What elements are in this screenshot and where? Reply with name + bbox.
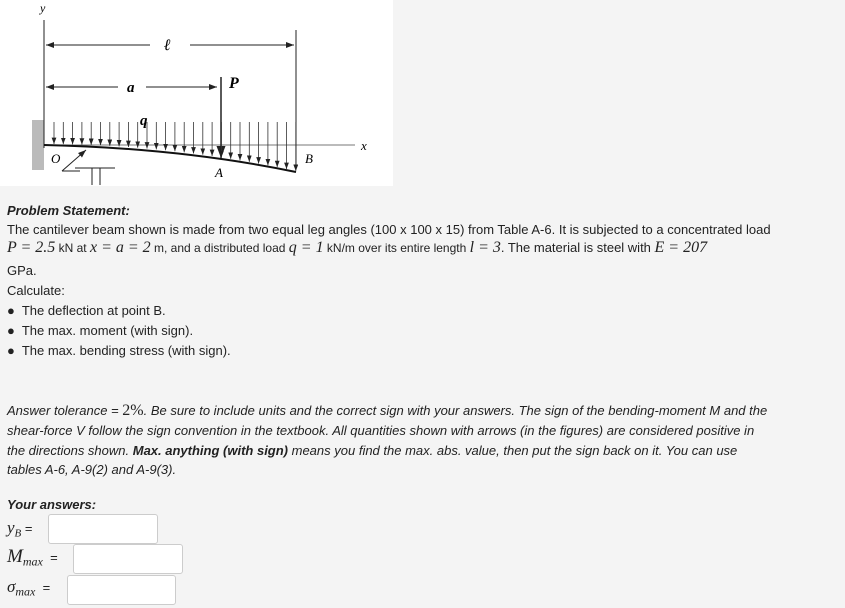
yB-input[interactable] xyxy=(48,514,158,544)
list-item: ● The deflection at point B. xyxy=(7,303,166,318)
P-label: P xyxy=(229,75,239,92)
B-label: B xyxy=(305,151,313,166)
Mmax-input[interactable] xyxy=(73,544,183,574)
beam-diagram xyxy=(0,0,393,186)
problem-line-3: GPa. xyxy=(7,263,37,278)
y-label: y xyxy=(40,1,46,15)
yB-label: $y_B$ = xyxy=(7,518,33,540)
tolerance-line-1: Answer tolerance = 2%. Be sure to include units and the correct sign with your answers. The sign of the bending-moment M and the xyxy=(7,402,768,419)
problem-line-2: P = 2.5 kN at x = a = 2 m, and a distributed load q = 1 kN/m over its entire length l = 3. The material is steel with E = 207 xyxy=(7,239,708,256)
tolerance-line-2: shear-force V follow the sign convention in the textbook. All quantities shown with arrows (in the figures) are considered positive in xyxy=(7,423,755,438)
calculate-label: Calculate: xyxy=(7,283,65,298)
O-label: O xyxy=(51,151,61,166)
cantilever-beam-figure xyxy=(0,0,393,186)
problem-line-1: The cantilever beam shown is made from two equal leg angles (100 x 100 x 15) from Table A-6. It is subjected to a concentrated load xyxy=(7,222,771,237)
a-label: a xyxy=(127,80,135,96)
list-item: ● The max. moment (with sign). xyxy=(7,323,194,338)
l-label: ℓ xyxy=(164,37,171,54)
x-label: x xyxy=(361,138,367,153)
angle-section-icon xyxy=(62,168,115,185)
list-item: ● The max. bending stress (with sign). xyxy=(7,343,231,358)
answers-heading: Your answers: xyxy=(7,497,97,512)
wall-support xyxy=(32,120,44,170)
tolerance-line-4: tables A-6, A-9(2) and A-9(3). xyxy=(7,462,177,477)
sigma-max-input[interactable] xyxy=(67,575,176,605)
problem-heading: Problem Statement: xyxy=(7,203,130,218)
q-label: q xyxy=(140,113,148,129)
A-label: A xyxy=(215,165,223,180)
sigma-max-label: $\sigma_{max}$ = xyxy=(7,577,51,599)
tolerance-line-3: the directions shown. Max. anything (with sign) means you find the max. abs. value, then put the sign back on it. You can use xyxy=(7,443,738,458)
Mmax-label: $M_{max}$ = xyxy=(7,546,58,569)
